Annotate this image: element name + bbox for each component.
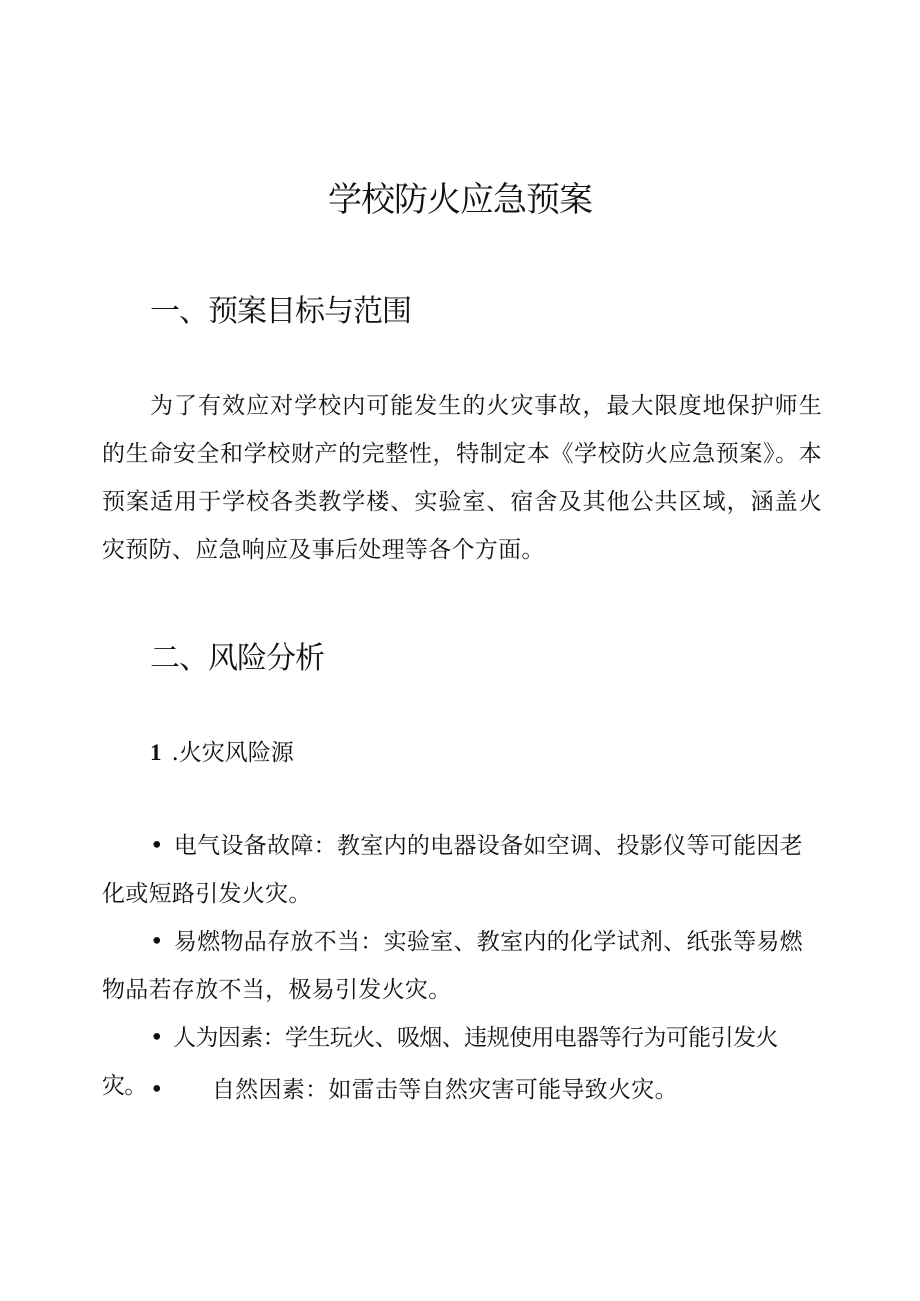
bullet-symbol: • bbox=[150, 1025, 163, 1051]
bullet-item bbox=[102, 918, 822, 1014]
bullet-text: 人为因素：学生玩火、吸烟、违规使用电器等行为可能引发火灾。 bbox=[102, 1025, 778, 1099]
document-title: 学校防火应急预案 bbox=[328, 180, 592, 220]
section-heading-1: 一、预案目标与范围 bbox=[150, 294, 411, 329]
subsection-number: 1 bbox=[150, 740, 162, 765]
bullet-item bbox=[102, 822, 822, 918]
section-heading-2: 二、风险分析 bbox=[150, 641, 324, 676]
bullet-text: 自然因素：如雷击等自然灾害可能导致火灾。 bbox=[211, 1077, 678, 1103]
bullet-text: 易燃物品存放不当：实验室、教室内的化学试剂、纸张等易燃物品若存放不当，极易引发火灾。 bbox=[102, 929, 803, 1003]
bullet-symbol: • bbox=[150, 833, 164, 859]
subsection-heading bbox=[150, 736, 294, 770]
bullet-symbol: • bbox=[150, 1077, 164, 1103]
section-1-paragraph: 为了有效应对学校内可能发生的火灾事故，最大限度地保护师生的生命安全和学校财产的完整性，特制定本《学校防火应急预案》。本预案适用于学校各类教学楼、实验室、宿舍及其他公共区域，涵盖火灾预防、应急响应及事后处理等各个方面。 bbox=[102, 393, 822, 563]
bullet-item bbox=[102, 1066, 822, 1114]
bullet-text: 电气设备故障：教室内的电器设备如空调、投影仪等可能因老化或短路引发火灾。 bbox=[102, 833, 803, 907]
bullet-symbol: • bbox=[150, 929, 164, 955]
subsection-title: .火灾风险源 bbox=[171, 740, 294, 766]
